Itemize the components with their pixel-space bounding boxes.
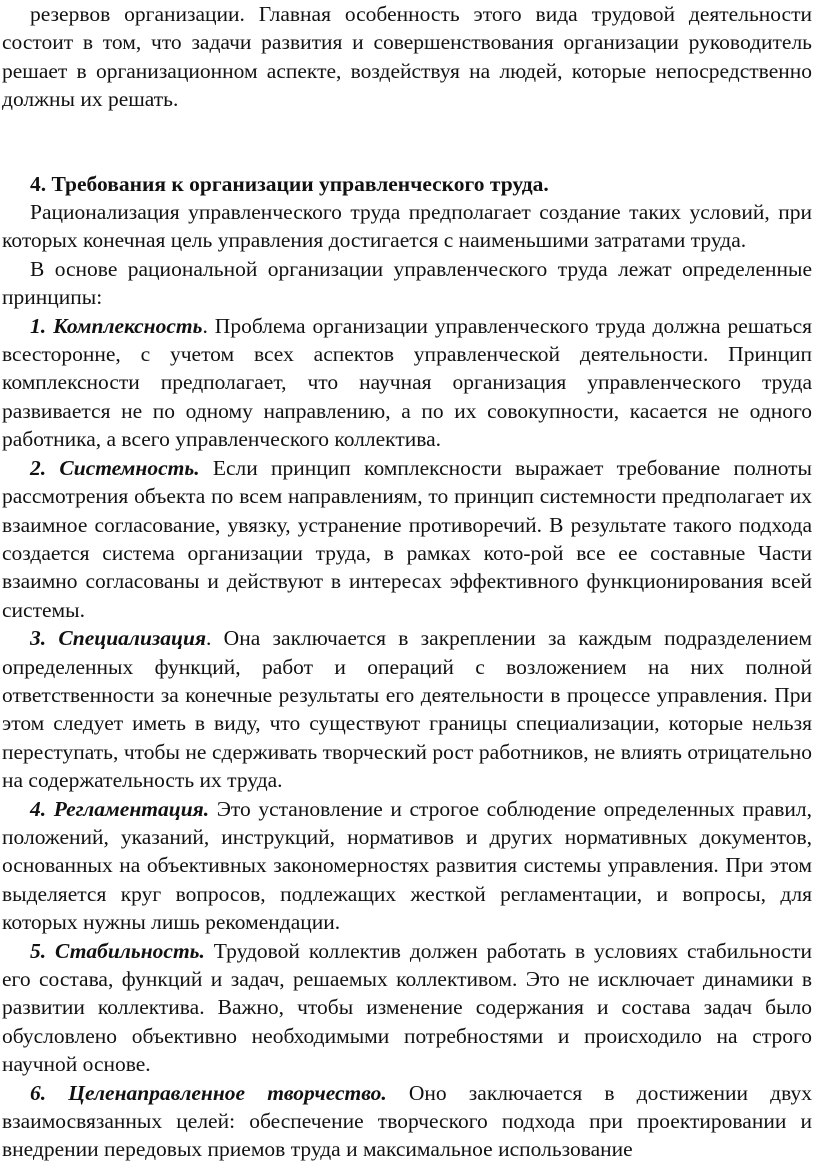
principle-6-text: Оно заключается в достижении двух взаимосвязанных целей: обеспечение творческого подхода при проектировании и внедрении передовых приемов труда и максимальное использование — [2, 1080, 812, 1162]
principle-1-text: Проблема организации управленческого труда должна решаться всесторонне, с учетом всех аспектов управленческой деятельности. Принцип комплексности предполагает, что научная организация управленческого труда развивается не по одному направлению, а по их совокупности, касается не одного работника, а всего управленческого коллектива. — [2, 313, 813, 452]
principle-4-title: 4. Регламентация. — [30, 796, 210, 821]
intro-paragraph: резервов организации. Главная особенность этого вида трудовой деятельности состоит в том, что задачи развития и совершенствования организации руководитель решает в организационном аспекте, воздействуя на людей, которые непосредственно должны их решать. — [2, 2, 812, 112]
principle-6 — [2, 1079, 812, 1164]
section-paragraph-2: В основе рациональной организации управленческого труда лежат определенные принципы: — [2, 256, 812, 310]
principle-4 — [2, 795, 812, 937]
principle-5-title: 5. Стабильность. — [30, 938, 205, 963]
principle-2 — [2, 454, 812, 624]
principle-5 — [2, 937, 812, 1079]
section-paragraph-1: Рационализация управленческого труда предполагает создание таких условий, при которых конечная цель управления достигается с наименьшими затратами труда. — [2, 200, 812, 253]
principle-2-text: Если принцип комплексности выражает требование полноты рассмотрения объекта по всем направлениям, то принцип системности предполагает их взаимное согласование, увязку, устранение противоречий. В результате такого подхода создается система организации труда, в рамках кото-рой все ее составные Части взаимно согласованы и действуют в интересах эффективного функционирования всей системы. — [2, 455, 813, 622]
principle-6-title: 6. Целенаправленное творчество. — [30, 1080, 387, 1105]
principle-3-title: 3. Специализация — [30, 626, 207, 651]
principle-4-text: Это установление и строгое соблюдение определенных правил, положений, указаний, инструкций, нормативов и других нормативных документов, основанных на объективных закономерностях развития системы управления. При этом выделяется круг вопросов, подлежащих жесткой регламентации, и вопросы, для которых нужны лишь рекомендации. — [2, 796, 812, 935]
principle-1-sep: . — [202, 313, 208, 338]
principle-2-title: 2. Системность. — [30, 455, 200, 480]
principle-5-text: Трудовой коллектив должен работать в условиях стабильности его состава, функций и задач, решаемых коллективом. Это не исключает динамики в развитии коллектива. Важно, чтобы изменение содержания и состава задач было обусловлено объективно необходимыми потребностями и происходило на строго научной основе. — [2, 938, 812, 1077]
section-spacer — [2, 114, 812, 170]
principle-1 — [2, 312, 812, 454]
principle-3-text: Она заключается в закреплении за каждым подразделением определенных функций, работ и операций с возложением на них полной ответственности за конечные результаты его деятельности в процессе управления. При этом следует иметь в виду, что существуют границы специализации, которые нельзя переступать, чтобы не сдерживать творческий рост работников, не влиять отрицательно на содержательность их труда. — [2, 626, 813, 793]
principle-3 — [2, 624, 812, 794]
section-heading: 4. Требования к организации управленческого труда. — [30, 171, 549, 196]
principle-1-title: 1. Комплексность — [30, 313, 203, 338]
principle-3-sep: . — [206, 626, 212, 651]
